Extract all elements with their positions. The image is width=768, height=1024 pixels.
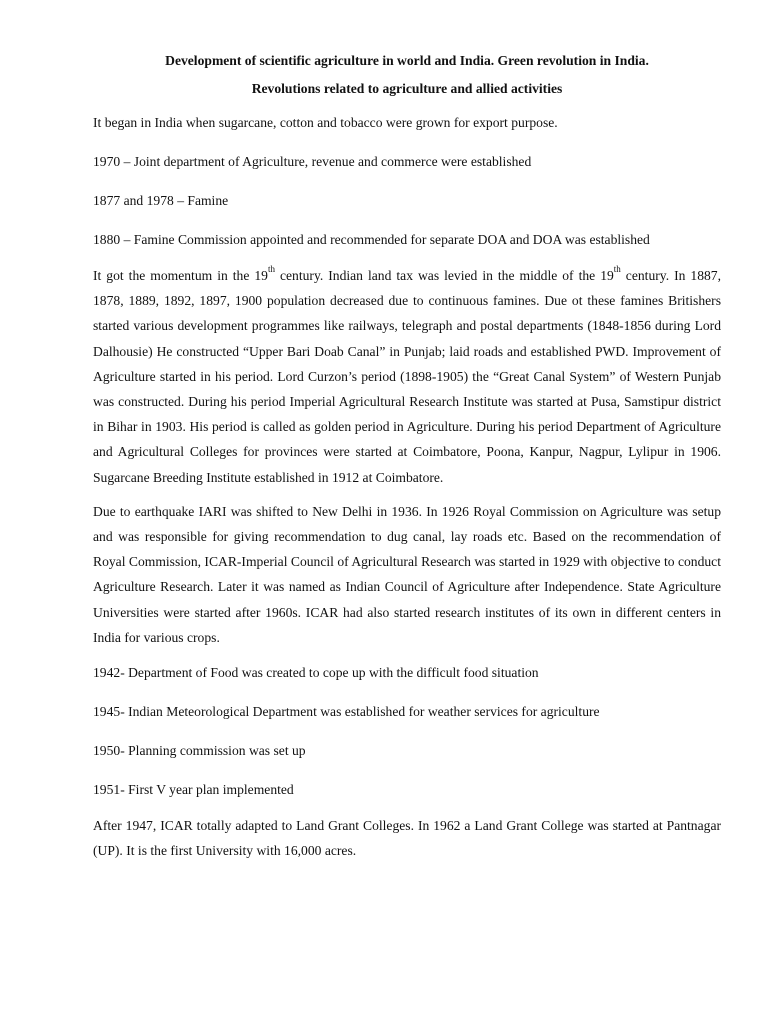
paragraph-land-grant: After 1947, ICAR totally adapted to Land Grant Colleges. In 1962 a Land Grant College was started at Pantnagar (UP). It is the first University with 16,000 acres. (93, 818, 721, 859)
paragraph-momentum (93, 263, 721, 490)
paragraph-1942: 1942- Department of Food was created to cope up with the difficult food situation (93, 665, 539, 681)
paragraph-1945: 1945- Indian Meteorological Department was established for weather services for agriculture (93, 704, 600, 720)
paragraph-1950: 1950- Planning commission was set up (93, 743, 306, 759)
document-title-line1: Development of scientific agriculture in world and India. Green revolution in India. (165, 53, 649, 68)
momentum-text-a: It got the momentum in the 19 (93, 268, 268, 283)
paragraph-1970: 1970 – Joint department of Agriculture, revenue and commerce were established (93, 154, 532, 169)
momentum-text-c: century. In 1887, 1878, 1889, 1892, 1897, 1900 population decreased due to continuous famines. Due ot these famines Britishers started various development programmes like railways, telegraph and postal departments (1848-1856 during Lord Dalhousie) He constructed “Upper Bari Doab Canal” in Punjab; laid roads and established PWD. Improvement of Agriculture started in his period. Lord Curzon’s period (1898-1905) the “Great Canal System” of Western Punjab was constructed. During his period Imperial Agricultural Research Institute was started at Pusa, Samstipur district in Bihar in 1903. His period is called as golden period in Agriculture. During his period Department of Agriculture and Agricultural Colleges for provinces were started at Coimbatore, Poona, Kanpur, Nagpur, Lylipur in 1906. Sugarcane Breeding Institute established in 1912 at Coimbatore. (93, 268, 721, 485)
paragraph-earthquake-iari: Due to earthquake IARI was shifted to New Delhi in 1936. In 1926 Royal Commission on Agriculture was setup and was responsible for giving recommendation to dug canal, lay roads etc. Based on the recommendation of Royal Commission, ICAR-Imperial Council of Agricultural Research was started in 1929 with objective to conduct Agriculture Research. Later it was named as Indian Council of Agriculture after Independence. State Agriculture Universities were started after 1960s. ICAR had also started research institutes of its own in different centers in India for various crops. (93, 503, 721, 645)
superscript-th-2: th (613, 264, 621, 275)
paragraph-export-crops: It began in India when sugarcane, cotton and tobacco were grown for export purpose. (93, 115, 558, 130)
paragraph-1951: 1951- First V year plan implemented (93, 782, 294, 798)
superscript-th-1: th (267, 264, 275, 275)
document-page (93, 52, 721, 872)
momentum-text-b: century. Indian land tax was levied in the middle of the 19 (274, 268, 614, 283)
document-title-line2: Revolutions related to agriculture and allied activities (251, 81, 563, 96)
paragraph-famine: 1877 and 1978 – Famine (93, 193, 229, 208)
paragraph-1880: 1880 – Famine Commission appointed and recommended for separate DOA and DOA was established (93, 232, 650, 247)
